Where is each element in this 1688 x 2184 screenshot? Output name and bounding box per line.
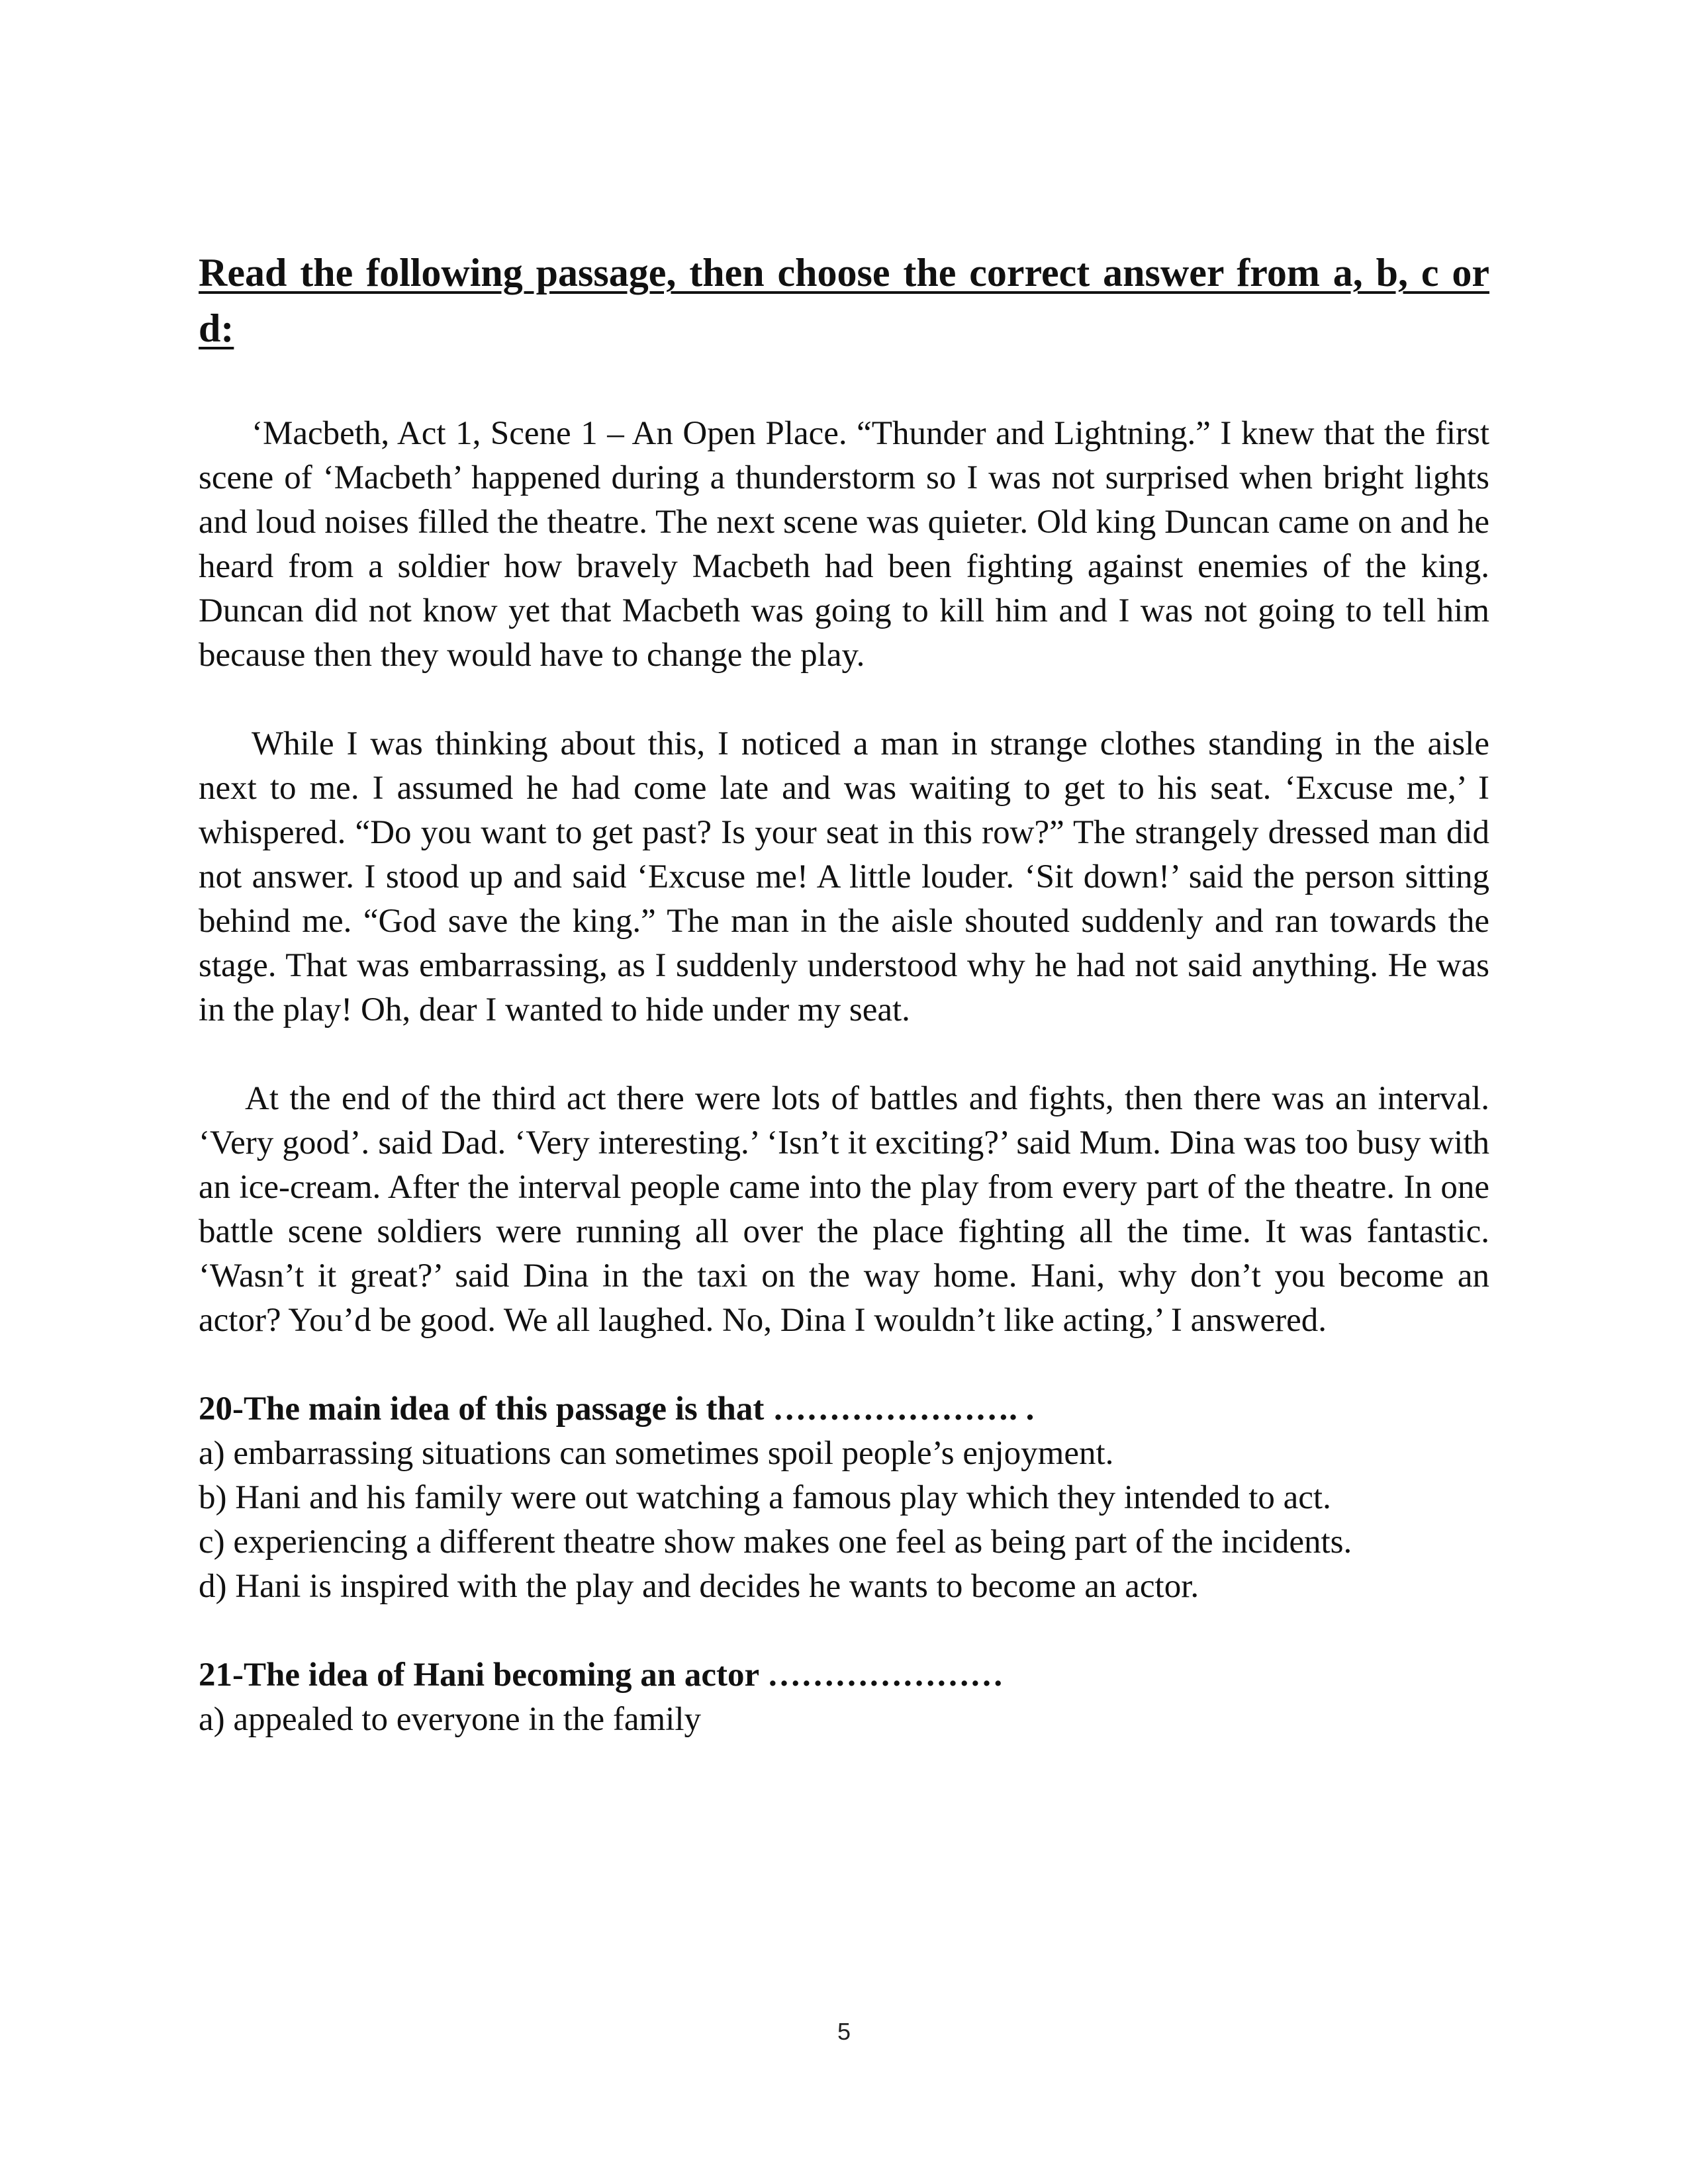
document-page [199,245,1489,1786]
question-20 [199,1387,1489,1609]
answer-option-a: a) embarrassing situations can sometimes spoil people’s enjoyment. [199,1435,1114,1472]
passage-paragraph: ‘Macbeth, Act 1, Scene 1 – An Open Place. “Thunder and Lightning.” I knew that the first scene of ‘Macbeth’ happened during a thunderstorm so I was not surprised when bright lights and loud noises filled the theatre. The next scene was quieter. Old king Duncan came on and he heard from a soldier how bravely Macbeth had been fighting against enemies of the king. Duncan did not know yet that Macbeth was going to kill him and I was not going to tell him because then they would have to change the play. [199,415,1489,674]
question-title: 20-The main idea of this passage is that …………………. . [199,1390,1035,1428]
instructions-heading: Read the following passage, then choose the correct answer from a, b, c or d: [199,251,1489,350]
question-title: 21-The idea of Hani becoming an actor ………………… [199,1657,1004,1694]
page-number: 5 [837,2018,851,2045]
passage-paragraph: At the end of the third act there were lots of battles and fights, then there was an interval. ‘Very good’. said Dad. ‘Very interesting.’ ‘Isn’t it exciting?’ said Mum. Dina was too busy with an ice-cream. After the interval people came into the play from every part of the theatre. In one battle scene soldiers were running all over the place fighting all the time. It was fantastic. ‘Wasn’t it great?’ said Dina in the taxi on the way home. Hani, why don’t you become an actor? You’d be good. We all laughed. No, Dina I wouldn’t like acting,’ I answered. [199,1080,1489,1339]
reading-passage [199,412,1489,1343]
answer-option-a: a) appealed to everyone in the family [199,1701,701,1738]
passage-paragraph: While I was thinking about this, I noticed a man in strange clothes standing in the aisle next to me. I assumed he had come late and was waiting to get to his seat. ‘Excuse me,’ I whispered. “Do you want to get past? Is your seat in this row?” The strangely dressed man did not answer. I stood up and said ‘Excuse me! A little louder. ‘Sit down!’ said the person sitting behind me. “God save the king.” The man in the aisle shouted suddenly and ran towards the stage. That was embarrassing, as I suddenly understood why he had not said anything. He was in the play! Oh, dear I wanted to hide under my seat. [199,725,1489,1028]
answer-option-d: d) Hani is inspired with the play and decides he wants to become an actor. [199,1568,1199,1605]
question-21 [199,1653,1489,1742]
answer-option-b: b) Hani and his family were out watching a famous play which they intended to act. [199,1479,1331,1516]
answer-option-c: c) experiencing a different theatre show makes one feel as being part of the incidents. [199,1524,1352,1561]
